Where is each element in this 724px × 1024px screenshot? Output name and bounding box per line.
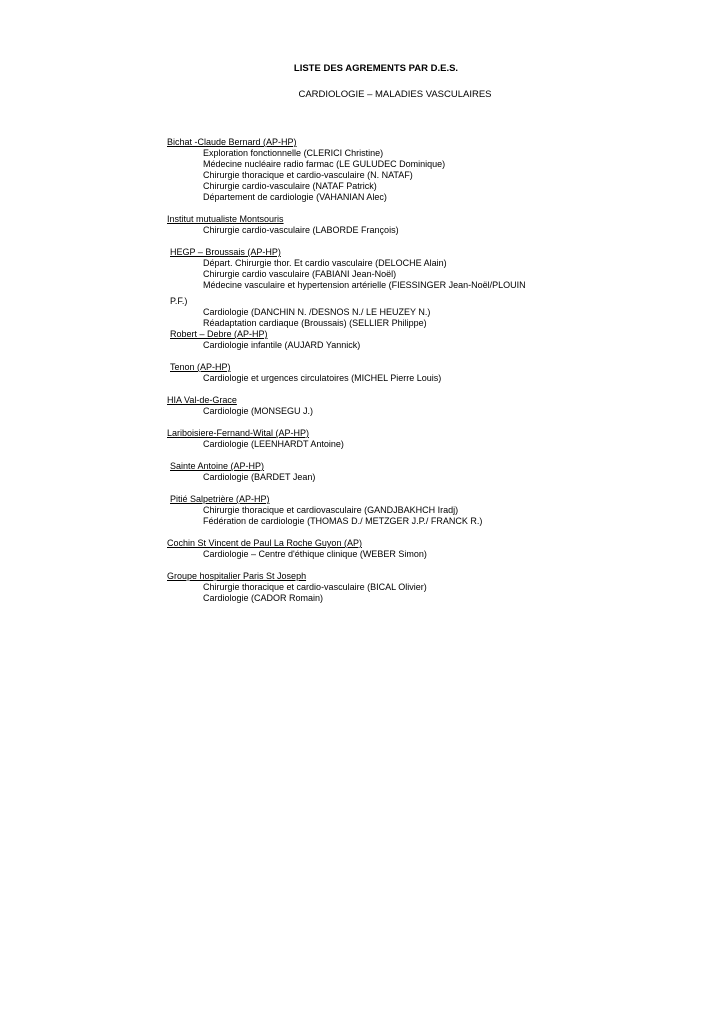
hospital-name: Robert – Debre (AP-HP): [170, 329, 268, 339]
service-item: Cardiologie – Centre d'éthique clinique (WEBER Simon): [203, 549, 427, 559]
service-item: Chirurgie cardio vasculaire (FABIANI Jean-Noël): [203, 269, 397, 279]
hospital-name: Cochin St Vincent de Paul La Roche Guyon (AP): [167, 538, 362, 548]
hospital-name: Tenon (AP-HP): [170, 362, 231, 372]
hospital-block-paris-st-joseph: [167, 571, 687, 604]
hospital-name: Bichat -Claude Bernard (AP-HP): [167, 137, 297, 147]
service-item: Cardiologie et urgences circulatoires (MICHEL Pierre Louis): [203, 373, 442, 383]
service-item: Chirurgie thoracique et cardio-vasculaire (N. NATAF): [203, 170, 413, 180]
hospital-block-lariboisiere: [167, 428, 687, 450]
service-item: Cardiologie (BARDET Jean): [203, 472, 316, 482]
service-item: Fédération de cardiologie (THOMAS D./ METZGER J.P./ FRANCK R.): [203, 516, 483, 526]
hospital-name: Groupe hospitalier Paris St Joseph: [167, 571, 307, 581]
hospital-name: Lariboisiere-Fernand-Wital (AP-HP): [167, 428, 310, 438]
hospital-name: Pitié Salpetrière (AP-HP): [170, 494, 270, 504]
service-item: Départ. Chirurgie thor. Et cardio vasculaire (DELOCHE Alain): [203, 258, 447, 268]
hospital-block-sainte-antoine: [167, 461, 687, 483]
service-item: Cardiologie infantile (AUJARD Yannick): [203, 340, 361, 350]
agreements-list: [167, 137, 687, 604]
hospital-block-bichat: [167, 137, 687, 203]
service-item: Cardiologie (LEENHARDT Antoine): [203, 439, 344, 449]
hospital-name: HIA Val-de-Grace: [167, 395, 237, 405]
page-title: LISTE DES AGREMENTS PAR D.E.S.: [293, 63, 459, 74]
service-item: Chirurgie cardio-vasculaire (NATAF Patrick): [203, 181, 377, 191]
service-item: Cardiologie (MONSEGU J.): [203, 406, 314, 416]
service-item: Cardiologie (CADOR Romain): [203, 593, 324, 603]
hospital-block-tenon: [167, 362, 687, 384]
service-item: Chirurgie thoracique et cardiovasculaire (GANDJBAKHCH Iradj): [203, 505, 459, 515]
service-item: Cardiologie (DANCHIN N. /DESNOS N./ LE HEUZEY N.): [203, 307, 431, 317]
hospital-block-val-de-grace: [167, 395, 687, 417]
service-continuation: P.F.): [170, 296, 188, 306]
hospital-block-montsouris: [167, 214, 687, 236]
service-item: Médecine vasculaire et hypertension artérielle (FIESSINGER Jean-Noël/PLOUIN: [203, 280, 526, 290]
service-item: Chirurgie thoracique et cardio-vasculaire (BICAL Olivier): [203, 582, 427, 592]
hospital-block-hegp: [167, 247, 687, 329]
hospital-block-pitie-salpetriere: [167, 494, 687, 527]
service-item: Département de cardiologie (VAHANIAN Alec): [203, 192, 387, 202]
hospital-name: HEGP – Broussais (AP-HP): [170, 247, 281, 257]
hospital-name: Sainte Antoine (AP-HP): [170, 461, 265, 471]
page-subtitle: CARDIOLOGIE – MALADIES VASCULAIRES: [298, 89, 492, 100]
service-item: Médecine nucléaire radio farmac (LE GULUDEC Dominique): [203, 159, 446, 169]
hospital-block-robert-debre: [167, 329, 687, 351]
service-item: Exploration fonctionnelle (CLERICI Christine): [203, 148, 384, 158]
service-item: Chirurgie cardio-vasculaire (LABORDE François): [203, 225, 399, 235]
service-item: Réadaptation cardiaque (Broussais) (SELLIER Philippe): [203, 318, 427, 328]
hospital-block-cochin: [167, 538, 687, 560]
hospital-name: Institut mutualiste Montsouris: [167, 214, 284, 224]
